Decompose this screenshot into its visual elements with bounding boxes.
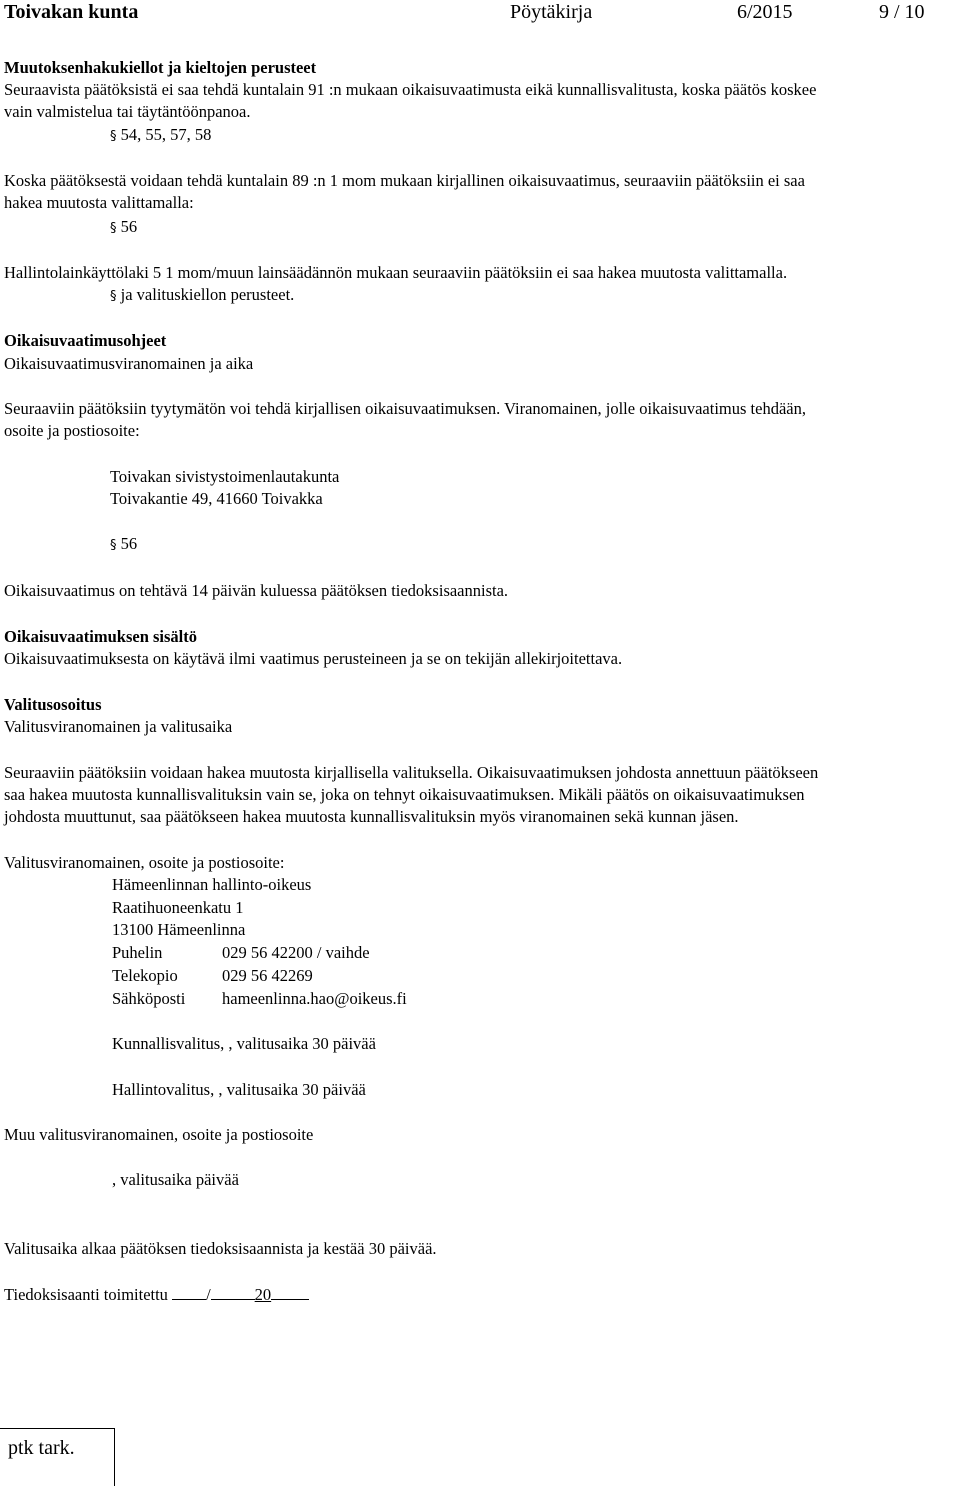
kunnallisvalitus-line: Kunnallisvalitus, , valitusaika 30 päivää xyxy=(112,1034,376,1053)
document-number: 6/2015 xyxy=(737,1,793,23)
other-authority-label: Muu valitusviranomainen, osoite ja postiosoite xyxy=(4,1125,314,1144)
municipality-name: Toivakan kunta xyxy=(4,1,139,23)
kirjallinen-section-numbers: 56 xyxy=(120,217,138,236)
prohibitions-section-numbers: 54, 55, 57, 58 xyxy=(120,125,212,144)
valitus-text-line1: Seuraaviin päätöksiin voidaan hakea muutosta kirjallisella valituksella. Oikaisuvaatimuksen johdosta annettuun päätökseen xyxy=(4,763,819,782)
day-blank xyxy=(172,1283,206,1300)
court-email: hameenlinna.hao@oikeus.fi xyxy=(222,989,407,1008)
oikaisu-text-line2: osoite ja postiosoite: xyxy=(4,421,140,440)
court-street: Raatihuoneenkatu 1 xyxy=(112,898,244,917)
kirjallinen-text-line1: Koska päätöksestä voidaan tehdä kuntalain 89 :n 1 mom mukaan kirjallinen oikaisuvaatimus, seuraaviin päätöksiin ei saa xyxy=(4,171,805,190)
page-number: 9 / 10 xyxy=(879,1,925,23)
section-sign-icon: § xyxy=(110,221,117,236)
kirjallinen-sections xyxy=(110,216,137,240)
court-fax-label: Telekopio xyxy=(112,966,178,985)
court-phone-label: Puhelin xyxy=(112,943,163,962)
court-phone: 029 56 42200 / vaihde xyxy=(222,943,370,962)
oikaisu-subheading: Oikaisuvaatimusviranomainen ja aika xyxy=(4,354,254,373)
court-email-label: Sähköposti xyxy=(112,989,186,1008)
document-type: Pöytäkirja xyxy=(510,1,593,23)
page-header xyxy=(0,0,960,26)
section-heading-prohibitions: Muutoksenhakukiellot ja kieltojen perusteet xyxy=(4,58,317,77)
oikaisu-address: Toivakantie 49, 41660 Toivakka xyxy=(110,489,323,508)
court-postal: 13100 Hämeenlinna xyxy=(112,920,246,939)
court-fax: 029 56 42269 xyxy=(222,966,313,985)
section-sign-icon: § xyxy=(110,129,117,144)
hallintolaki-text-line2 xyxy=(110,284,294,308)
oikaisu-deadline: Oikaisuvaatimus on tehtävä 14 päivän kuluessa päätöksen tiedoksisaannista. xyxy=(4,581,509,600)
valitus-authority-label: Valitusviranomainen, osoite ja postiosoite: xyxy=(4,853,285,872)
valitus-subheading: Valitusviranomainen ja valitusaika xyxy=(4,717,233,736)
valitus-text-line3: johdosta muuttunut, saa päätökseen hakea muutosta kunnallisvalituksin myös viranomainen sekä kunnan jäsen. xyxy=(4,807,739,826)
tiedoksisaanti-line xyxy=(4,1283,309,1306)
valituskielto-text: ja valituskiellon perusteet. xyxy=(120,285,295,304)
month-blank xyxy=(211,1283,255,1300)
other-authority-time: , valitusaika päivää xyxy=(112,1170,239,1189)
ptk-tark-label: ptk tark. xyxy=(8,1437,75,1459)
prohibitions-text-line1: Seuraavista päätöksistä ei saa tehdä kuntalain 91 :n mukaan oikaisuvaatimusta eikä kunnallisvalitusta, koska päätös koskee xyxy=(4,80,817,99)
section-heading-sisalto: Oikaisuvaatimuksen sisältö xyxy=(4,627,198,646)
hallintovalitus-line: Hallintovalitus, , valitusaika 30 päivää xyxy=(112,1080,366,1099)
ptk-tark-box xyxy=(0,1428,115,1486)
year-prefix: 20 xyxy=(254,1285,272,1304)
year-blank xyxy=(271,1283,309,1300)
valitus-text-line2: saa hakea muutosta kunnallisvalituksin vain se, joka on tehnyt oikaisuvaatimuksen. Mikäli päätös on oikaisuvaatimuksen xyxy=(4,785,805,804)
section-sign-icon: § xyxy=(110,289,117,304)
tiedoksisaanti-label: Tiedoksisaanti toimitettu xyxy=(4,1285,168,1304)
oikaisu-section-numbers: 56 xyxy=(120,534,138,553)
section-heading-oikaisu: Oikaisuvaatimusohjeet xyxy=(4,331,167,350)
oikaisu-authority: Toivakan sivistystoimenlautakunta xyxy=(110,467,340,486)
kirjallinen-text-line2: hakea muutosta valittamalla: xyxy=(4,193,194,212)
court-name: Hämeenlinnan hallinto-oikeus xyxy=(112,875,312,894)
prohibitions-text-line2: vain valmistelua tai täytäntöönpanoa. xyxy=(4,102,251,121)
date-separator: / xyxy=(206,1285,211,1304)
section-heading-valitus: Valitusosoitus xyxy=(4,695,102,714)
sisalto-text: Oikaisuvaatimuksesta on käytävä ilmi vaatimus perusteineen ja se on tekijän allekirjoitettava. xyxy=(4,649,623,668)
valitusaika-start-text: Valitusaika alkaa päätöksen tiedoksisaannista ja kestää 30 päivää. xyxy=(4,1239,437,1258)
hallintolaki-text-line1: Hallintolainkäyttölaki 5 1 mom/muun lainsäädännön mukaan seuraaviin päätöksiin ei saa hakea muutosta valittamalla. xyxy=(4,263,788,282)
oikaisu-text-line1: Seuraaviin päätöksiin tyytymätön voi tehdä kirjallisen oikaisuvaatimuksen. Viranomainen, jolle oikaisuvaatimus tehdään, xyxy=(4,399,806,418)
oikaisu-sections xyxy=(110,533,137,557)
prohibitions-sections xyxy=(110,124,211,148)
section-sign-icon: § xyxy=(110,538,117,553)
